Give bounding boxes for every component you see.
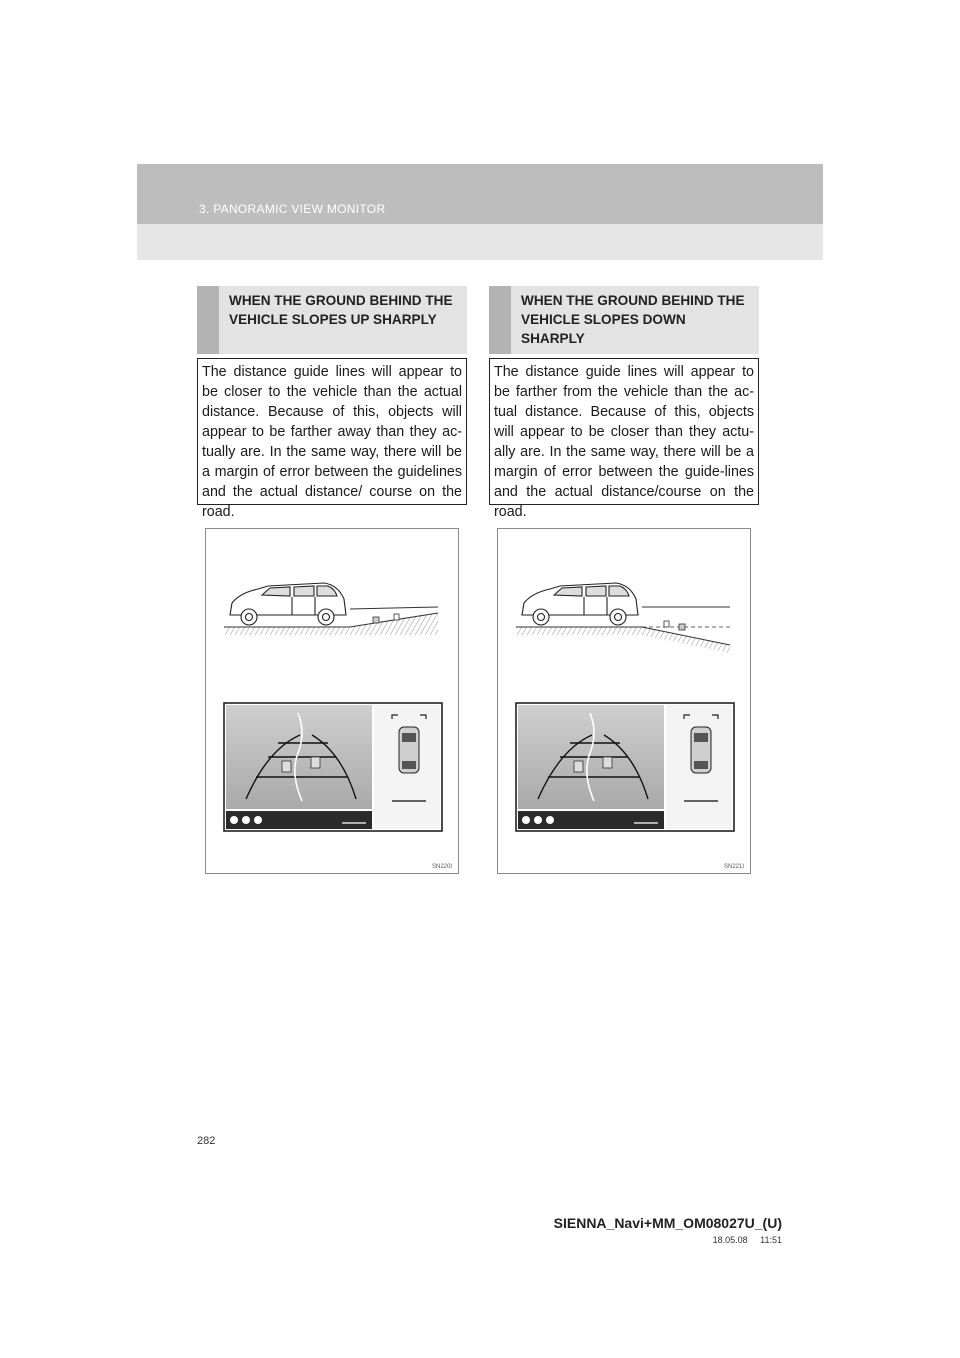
reference-line [350,607,438,609]
monitor-screen-frame [516,703,734,831]
heading-accent-bar [489,286,511,354]
section-header-band [137,164,823,224]
monitor-screen-frame [224,703,442,831]
slope-down-heading: WHEN THE GROUND BEHIND THE VEHICLE SLOPES DOWN SHARPLY [521,293,745,346]
slope-down-column [489,286,759,520]
sensor-icon [534,816,542,824]
section-header-subband [137,224,823,260]
slope-up-heading: WHEN THE GROUND BEHIND THE VEHICLE SLOPES UP SHARPLY [229,293,453,327]
slope-down-illustration [497,528,751,874]
view-mode-icon [522,816,530,824]
slope-up-diagram [206,529,460,875]
document-timestamp: 18.05.08 11:51 [712,1235,782,1245]
object-on-screen [311,757,320,768]
slope-up-heading-box [197,286,467,354]
minivan-side-icon [230,583,346,625]
object-on-screen [603,757,612,768]
object-on-screen [282,761,291,772]
slope-down-diagram [498,529,752,875]
figure-code: SN221I [723,864,744,870]
page-number: 282 [197,1135,216,1147]
object-marker [679,624,685,630]
document-id: SIENNA_Navi+MM_OM08027U_(U) [553,1215,782,1231]
heading-accent-bar [197,286,219,354]
slope-up-column [197,286,467,520]
sensor-icon [254,816,262,824]
minivan-side-icon [522,583,638,625]
object-marker [664,621,669,627]
slope-down-heading-box [489,286,759,354]
ground-hatch [224,627,350,635]
slope-up-illustration [205,528,459,874]
slope-hatch [642,627,730,653]
sensor-icon [242,816,250,824]
section-title: 3. PANORAMIC VIEW MONITOR [199,202,386,216]
object-on-screen [574,761,583,772]
slope-down-description: The distance guide lines will appear to be farther from the vehicle than the ac-tual distance. Because of this, objects will appear to be closer than they actu-ally are. In the same way, there will be a margin of error between the guide-lines and the actual distance/course on the road. [489,358,759,505]
slope-up-description: The distance guide lines will appear to be closer to the vehicle than the actual distance. Because of this, objects will appear to be farther away than they ac-tually are. In the same way, there will be a margin of error between the guidelines and the actual distance/ course on the road. [197,358,467,505]
object-marker [394,614,399,620]
figure-code: SN220I [431,864,452,870]
ground-hatch [516,627,642,635]
view-mode-icon [230,816,238,824]
sensor-icon [546,816,554,824]
object-marker [373,617,379,623]
